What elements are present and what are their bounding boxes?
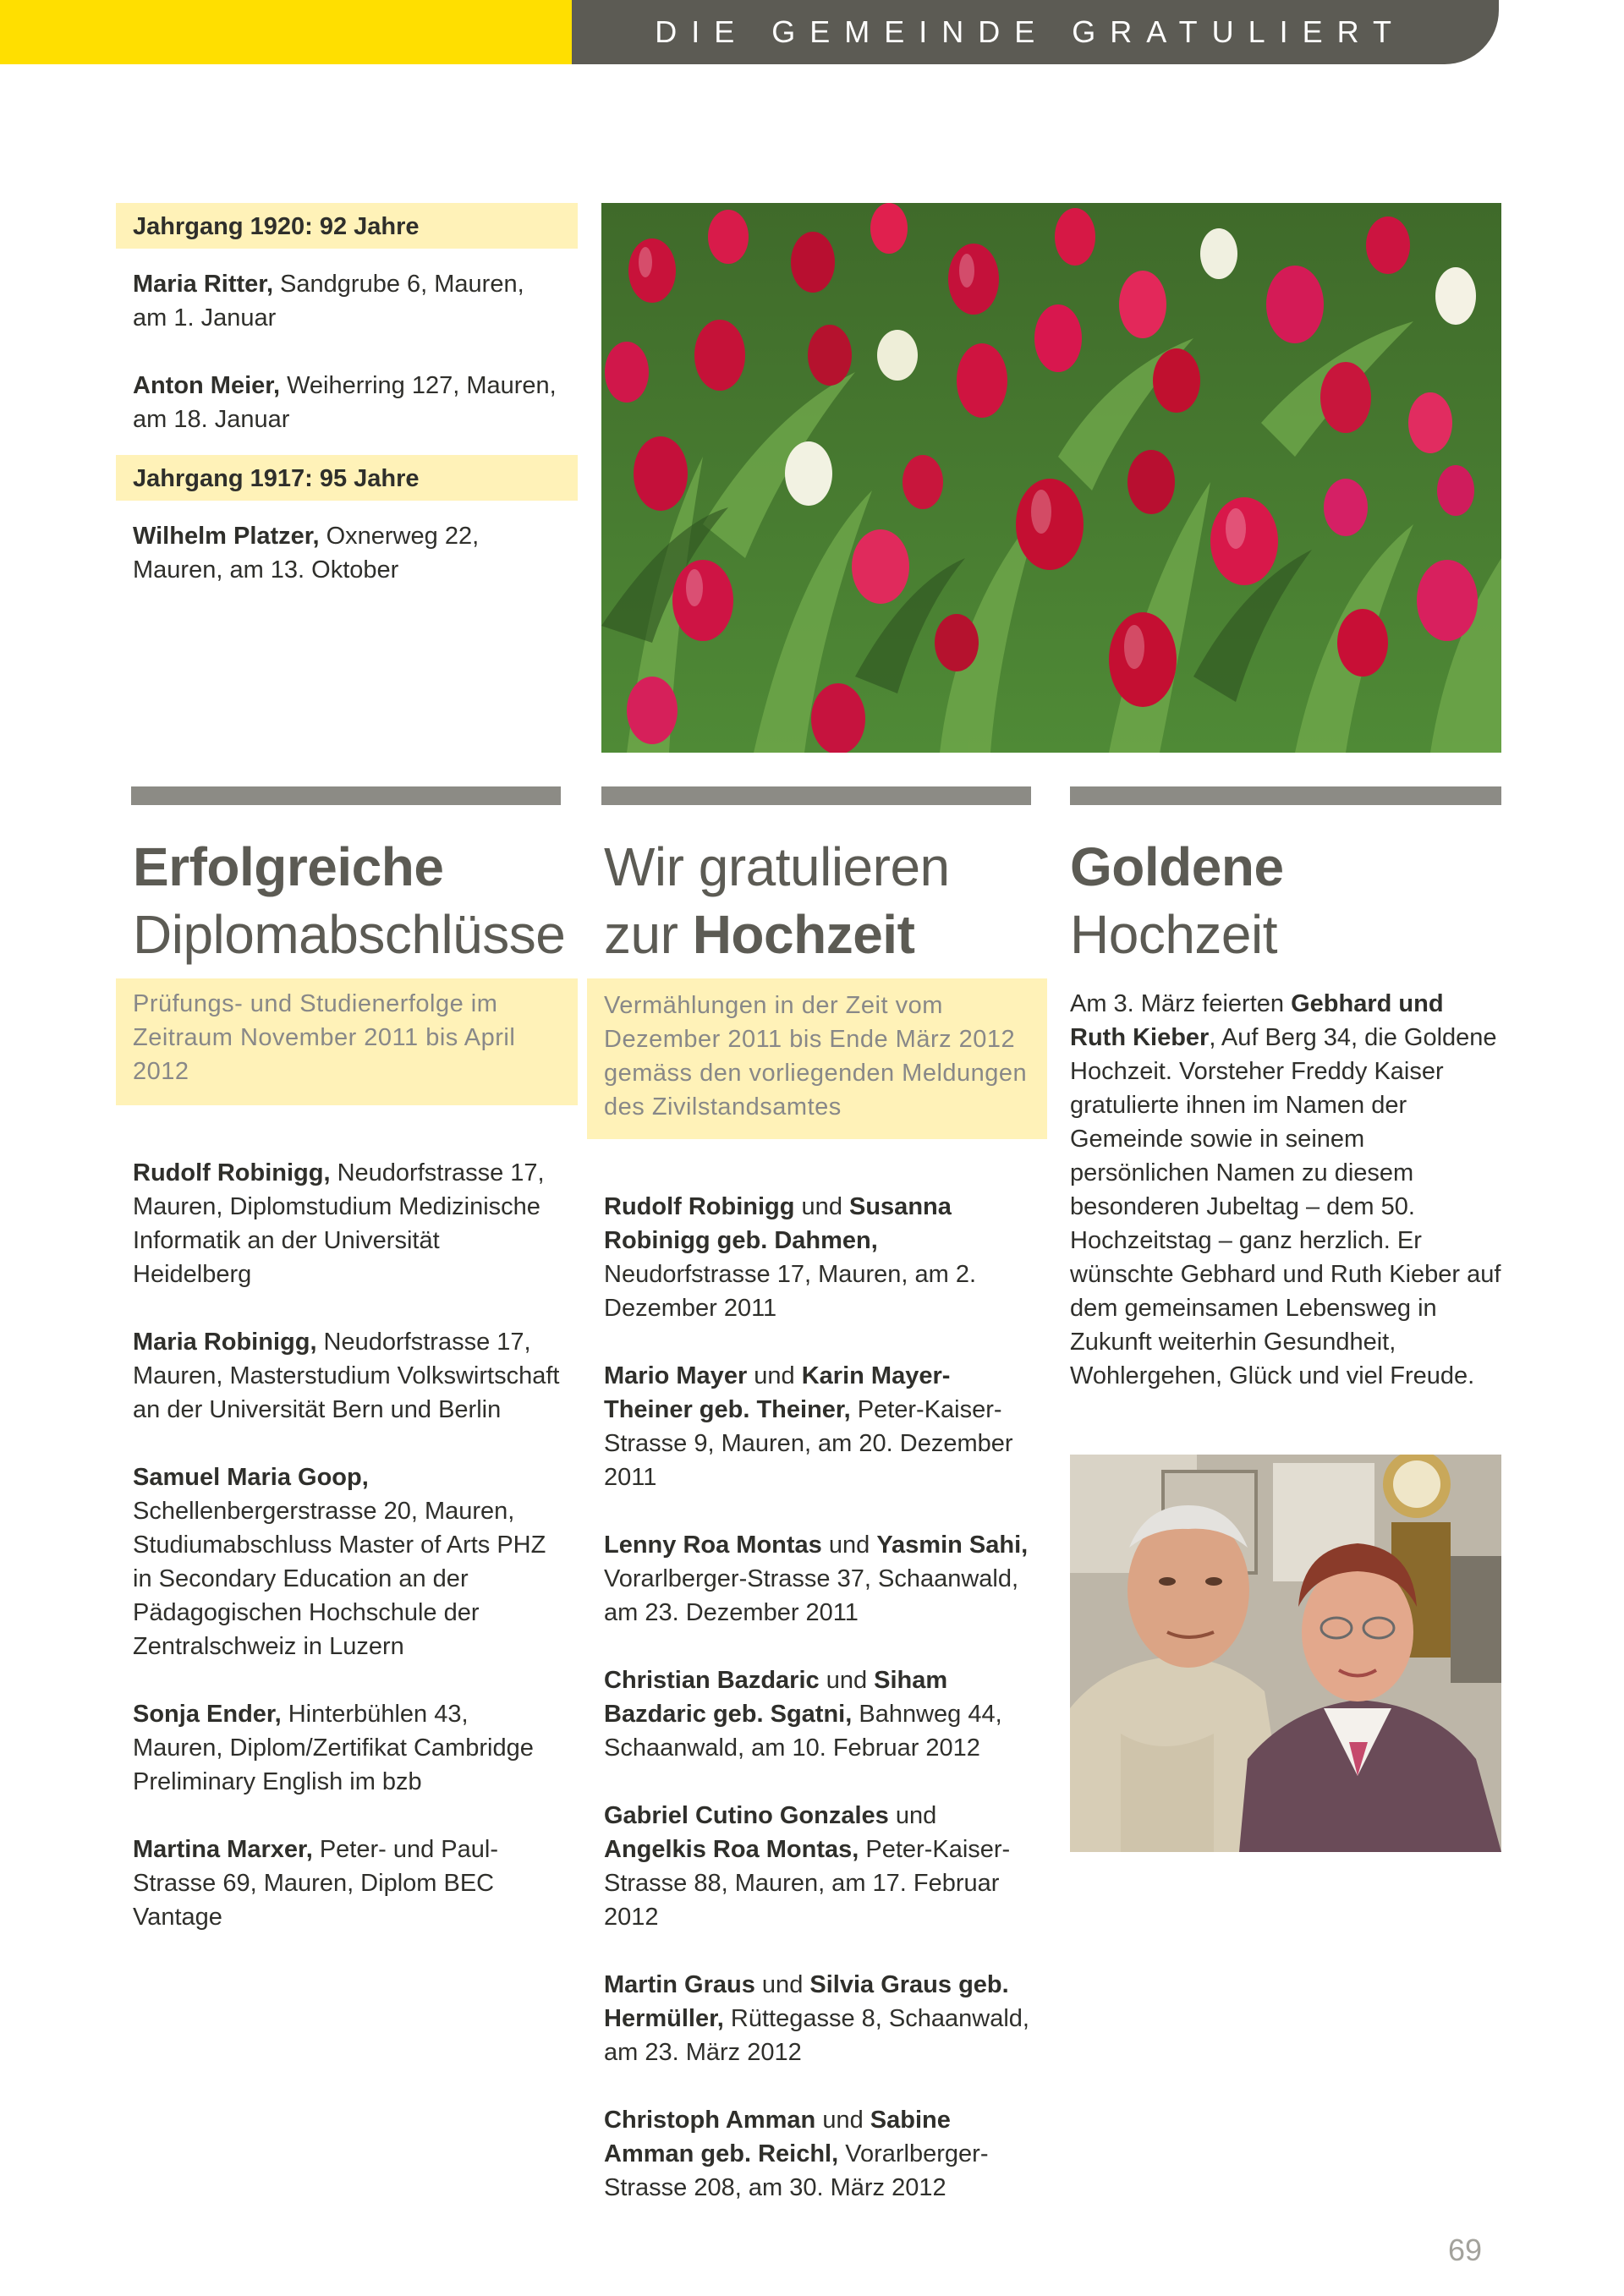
list-item: Mario Mayer und Karin Mayer-Theiner geb. Theiner, Peter-Kaiser-Strasse 9, Mauren, am 20. Dezember 2011 — [604, 1362, 1013, 1491]
heading-line: Goldene — [1070, 836, 1284, 897]
heading-line: Erfolgreiche — [133, 836, 444, 897]
birthday-entry — [116, 501, 578, 587]
diploma-heading — [116, 833, 578, 968]
list-item: Rudolf Robinigg, Neudorfstrasse 17, Mauren, Diplomstudium Medizinische Informatik an der Universität Heidelberg — [133, 1159, 545, 1288]
header-accent — [0, 0, 572, 64]
list-item: Gabriel Cutino Gonzales und Angelkis Roa Montas, Peter-Kaiser-Strasse 88, Mauren, am 17. Februar 2012 — [604, 1802, 1011, 1931]
heading-line-bold: Hochzeit — [692, 904, 915, 965]
diploma-section — [116, 833, 578, 1934]
list-item: Sonja Ender, Hinterbühlen 43, Mauren, Diplom/Zertifikat Cambridge Preliminary English im bzb — [133, 1701, 534, 1795]
birthday-entry — [116, 335, 578, 436]
person-name: Wilhelm Platzer, — [133, 523, 320, 550]
heading-line: Hochzeit — [1070, 904, 1277, 965]
couple-photo — [1070, 1455, 1501, 1852]
list-item: Maria Robinigg, Neudorfstrasse 17, Mauren, Masterstudium Volkswirtschaft an der Universität Bern und Berlin — [133, 1329, 560, 1423]
list-item: Samuel Maria Goop, Schellenbergerstrasse 20, Mauren, Studiumabschluss Master of Arts PHZ in Secondary Education an der Pädagogischen Hochschule der Zentralschweiz in Luzern — [133, 1464, 546, 1660]
birthday-year-heading: Jahrgang 1917: 95 Jahre — [116, 455, 578, 501]
tulips-photo — [601, 203, 1501, 753]
person-details: Sandgrube 6, Mauren, am 1. Januar — [133, 271, 524, 332]
birthday-year-heading: Jahrgang 1920: 92 Jahre — [116, 203, 578, 249]
column-divider-bar — [1070, 786, 1501, 805]
column-divider-bar — [601, 786, 1031, 805]
section-header — [572, 0, 1499, 64]
birthday-entry — [116, 249, 578, 335]
list-item: Christian Bazdaric und Siham Bazdaric geb. Sgatni, Bahnweg 44, Schaanwald, am 10. Februar 2012 — [604, 1667, 1002, 1762]
list-item: Martin Graus und Silvia Graus geb. Hermüller, Rüttegasse 8, Schaanwald, am 23. März 2012 — [604, 1971, 1029, 2066]
golden-wedding-section — [1070, 833, 1510, 1393]
diploma-list — [116, 1105, 578, 1934]
heading-line: zur — [604, 904, 693, 965]
diploma-intro: Prüfungs- und Studienerfolge im Zeitraum November 2011 bis April 2012 — [116, 978, 578, 1105]
column-divider-bar — [131, 786, 561, 805]
list-item: Martina Marxer, Peter- und Paul-Strasse 69, Mauren, Diplom BEC Vantage — [133, 1836, 498, 1931]
wedding-heading — [587, 833, 1047, 968]
list-item: Rudolf Robinigg und Susanna Robinigg geb. Dahmen, Neudorfstrasse 17, Mauren, am 2. Dezember 2011 — [604, 1193, 977, 1322]
person-details: Weiherring 127, Mauren, am 18. Januar — [133, 372, 557, 433]
wedding-intro: Vermählungen in der Zeit vom Dezember 2011 bis Ende März 2012 gemäss den vorliegenden Meldungen des Zivilstandsamtes — [587, 978, 1047, 1139]
page-number: 69 — [1448, 2233, 1483, 2267]
golden-text: Am 3. März feierten Gebhard und Ruth Kieber, Auf Berg 34, die Goldene Hochzeit. Vorsteher Freddy Kaiser gratulierte ihnen im Namen der Gemeinde sowie in seinem persönlichen Namen zu diesem besonderen Jubeltag – dem 50. Hochzeitstag – ganz herzlich. Er wünschte Gebhard und Ruth Kieber auf dem gemeinsamen Lebensweg in Zukunft weiterhin Gesundheit, Wohlergehen, Glück und viel Freude. — [1070, 990, 1501, 1389]
list-item: Christoph Amman und Sabine Amman geb. Reichl, Vorarlberger-Strasse 208, am 30. März 2012 — [604, 2107, 989, 2201]
person-name: Maria Ritter, — [133, 271, 273, 298]
heading-line: Diplomabschlüsse — [133, 904, 566, 965]
golden-heading — [1070, 833, 1510, 968]
person-name: Anton Meier, — [133, 372, 281, 399]
person-details: Oxnerweg 22, Mauren, am 13. Oktober — [133, 523, 480, 584]
section-title: DIE GEMEINDE GRATULIERT — [655, 14, 1406, 49]
birthdays-block — [116, 203, 578, 587]
wedding-section — [587, 833, 1047, 2205]
list-item: Lenny Roa Montas und Yasmin Sahi, Vorarlberger-Strasse 37, Schaanwald, am 23. Dezember 2011 — [604, 1532, 1029, 1626]
wedding-list — [587, 1139, 1047, 2205]
heading-line: Wir gratulieren — [604, 836, 950, 897]
